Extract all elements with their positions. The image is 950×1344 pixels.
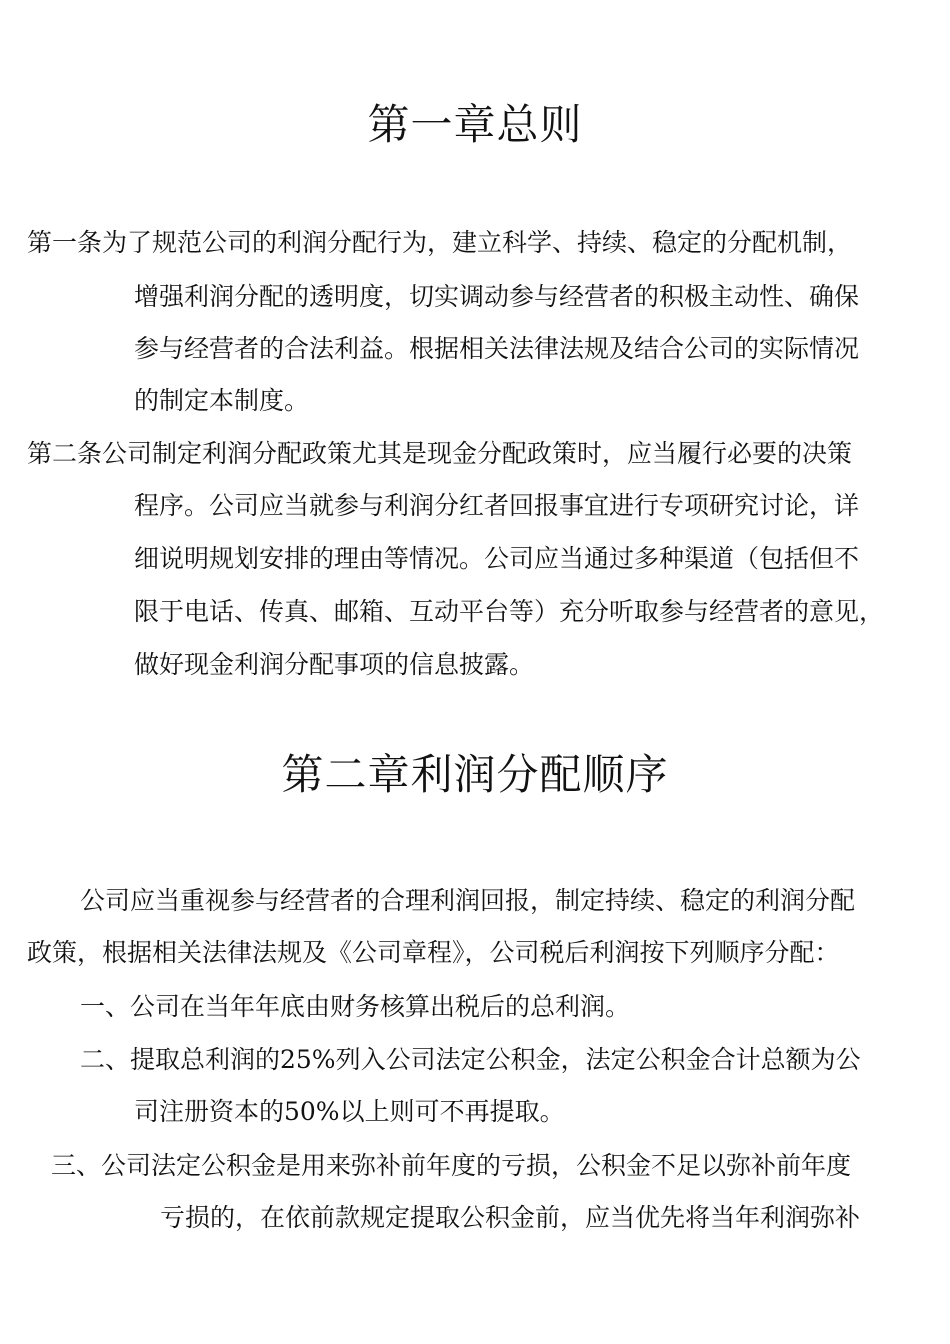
chapter-2-title: 第二章利润分配顺序: [281, 750, 669, 799]
article-1-line: 增强利润分配的透明度，切实调动参与经营者的积极主动性、确保: [134, 282, 860, 311]
item-line: 一、公司在当年年底由财务核算出税后的总利润。: [80, 992, 631, 1021]
item-line: 三、公司法定公积金是用来弥补前年度的亏损，公积金不足以弥补前年度: [51, 1151, 852, 1180]
item-line: 亏损的，在依前款规定提取公积金前，应当优先将当年利润弥补: [160, 1203, 861, 1232]
intro-line: 政策，根据相关法律法规及《公司章程》，公司税后利润按下列顺序分配：: [27, 938, 840, 967]
article-2-line: 程序。公司应当就参与利润分红者回报事宜进行专项研究讨论，详: [134, 491, 860, 520]
intro-line: 公司应当重视参与经营者的合理利润回报，制定持续、稳定的利润分配: [80, 886, 856, 915]
article-1-line: 第一条为了规范公司的利润分配行为，建立科学、持续、稳定的分配机制，: [27, 228, 853, 257]
chapter-1-title: 第一章总则: [367, 100, 583, 149]
item-line: 二、提取总利润的25%列入公司法定公积金，法定公积金合计总额为公: [80, 1045, 861, 1074]
item-line: 司注册资本的50%以上则可不再提取。: [134, 1097, 565, 1126]
article-2-line: 限于电话、传真、邮箱、互动平台等）充分听取参与经营者的意见，: [134, 597, 885, 626]
article-2-line: 做好现金利润分配事项的信息披露。: [134, 650, 535, 679]
article-1-line: 的制定本制度。: [134, 386, 310, 415]
article-2-line: 第二条公司制定利润分配政策尤其是现金分配政策时，应当履行必要的决策: [27, 439, 853, 468]
article-2-line: 细说明规划安排的理由等情况。公司应当通过多种渠道（包括但不: [134, 544, 860, 573]
article-1-line: 参与经营者的合法利益。根据相关法律法规及结合公司的实际情况: [134, 334, 860, 363]
